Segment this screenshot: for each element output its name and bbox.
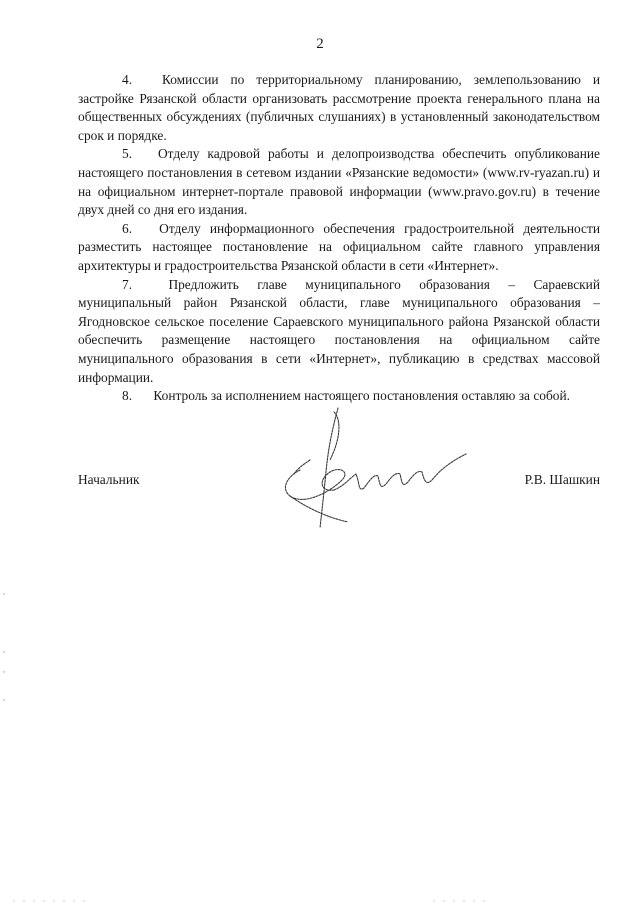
document-body: [78, 71, 600, 406]
paragraph-number: 6.: [122, 220, 133, 236]
paragraph-text: Отделу кадровой работы и делопроизводства обеспечить опубликование настоящего постановления в сетевом издании «Рязанские ведомости» (www.rv-ryazan.ru) и на официальном интернет-портале правовой информации (www.pravo.gov.ru) в течение двух дней со дня его издания.: [78, 146, 600, 218]
signatory-title: Начальник: [78, 472, 140, 487]
paragraph-5: [78, 145, 600, 219]
paragraph-number: 7.: [122, 276, 133, 292]
signature-block: [78, 472, 600, 494]
paragraph-4: [78, 71, 600, 145]
handwritten-signature-icon: [270, 400, 480, 540]
scan-footer-marks-right: [430, 899, 490, 903]
paragraph-text: Контроль за исполнением настоящего постановления оставляю за собой.: [153, 388, 570, 404]
paragraph-text: Отделу информационного обеспечения градостроительной деятельности разместить настоящее постановление на официальном сайте главного управления архитектуры и градостроительства Рязанской области в сети «Интернет».: [78, 220, 600, 273]
scan-footer-marks-left: [10, 899, 90, 903]
paragraph-text: Предложить главе муниципального образования – Сараевский муниципальный район Рязанской области, главе муниципального образования – Ягодновское сельское поселение Сараевского муниципального района Рязанской области обеспечить размещение настоящего постановления на официальном сайте муниципального образования в сети «Интернет», публикацию в средствах массовой информации.: [78, 276, 600, 385]
signatory-name: Р.В. Шашкин: [524, 472, 600, 487]
page-number: 2: [316, 36, 324, 52]
scan-margin-marks: [2, 590, 6, 710]
paragraph-7: [78, 276, 600, 388]
paragraph-6: [78, 220, 600, 276]
paragraph-number: 5.: [122, 146, 133, 162]
paragraph-number: 8.: [122, 388, 133, 404]
paragraph-number: 4.: [122, 72, 133, 87]
paragraph-text: Комиссии по территориальному планированию, землепользованию и застройке Рязанской области организовать рассмотрение проекта генерального плана на общественных обсуждениях (публичных слушаниях) в установленный законодательством срок и порядке.: [78, 72, 600, 143]
